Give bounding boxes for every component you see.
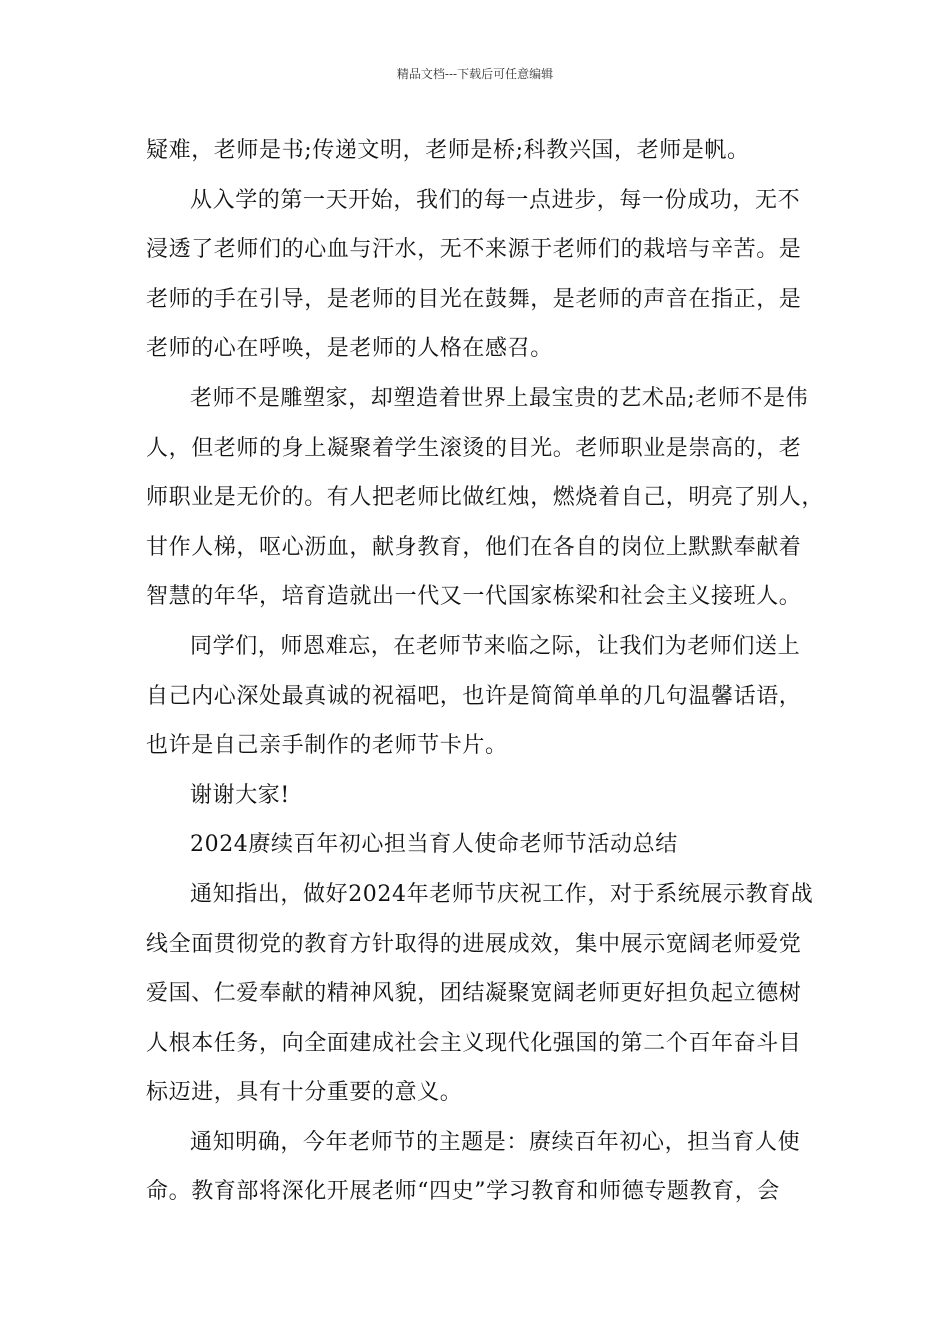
text-line: 人，但老师的身上凝聚着学生滚烫的目光。老师职业是崇高的，老 xyxy=(146,435,802,461)
text-line: 甘作人梯，呕心沥血，献身教育，他们在各自的岗位上默默奉献着 xyxy=(146,534,802,560)
paragraph-start-line: 从入学的第一天开始，我们的每一点进步，每一份成功，无不 xyxy=(190,187,801,213)
text-line: 线全面贯彻党的教育方针取得的进展成效，集中展示宽阔老师爱党 xyxy=(146,931,802,957)
paragraph-start-line: 通知明确，今年老师节的主题是：赓续百年初心，担当育人使 xyxy=(190,1129,801,1155)
page-header: 精品文档---下载后可任意编辑 xyxy=(396,67,554,81)
section-title: 2024赓续百年初心担当育人使命老师节活动总结 xyxy=(190,832,678,858)
text-line: 人根本任务，向全面建成社会主义现代化强国的第二个百年奋斗目 xyxy=(146,1030,802,1056)
paragraph-start-line: 通知指出，做好2024年老师节庆祝工作，对于系统展示教育战 xyxy=(190,881,814,907)
text-line: 也许是自己亲手制作的老师节卡片。 xyxy=(146,733,508,759)
text-line: 命。教育部将深化开展老师“四史”学习教育和师德专题教育，会 xyxy=(146,1179,780,1205)
text-line: 师职业是无价的。有人把老师比做红烛，燃烧着自己，明亮了别人， xyxy=(146,485,825,511)
paragraph-start-line: 老师不是雕塑家，却塑造着世界上最宝贵的艺术品;老师不是伟 xyxy=(190,385,809,411)
text-line: 浸透了老师们的心血与汗水，无不来源于老师们的栽培与辛苦。是 xyxy=(146,237,802,263)
text-line: 爱国、仁爱奉献的精神风貌，团结凝聚宽阔老师更好担负起立德树 xyxy=(146,981,802,1007)
text-line: 老师的心在呼唤，是老师的人格在感召。 xyxy=(146,336,553,362)
closing-line: 谢谢大家! xyxy=(190,782,290,808)
text-line: 老师的手在引导，是老师的目光在鼓舞，是老师的声音在指正，是 xyxy=(146,286,802,312)
text-line: 智慧的年华，培育造就出一代又一代国家栋梁和社会主义接班人。 xyxy=(146,584,802,610)
paragraph-start-line: 同学们，师恩难忘，在老师节来临之际，让我们为老师们送上 xyxy=(190,633,801,659)
text-line: 标迈进，具有十分重要的意义。 xyxy=(146,1080,463,1106)
text-line: 自己内心深处最真诚的祝福吧，也许是简简单单的几句温馨话语， xyxy=(146,683,802,709)
text-line: 疑难，老师是书;传递文明，老师是桥;科教兴国，老师是帆。 xyxy=(146,138,750,163)
document-body xyxy=(146,126,824,1217)
